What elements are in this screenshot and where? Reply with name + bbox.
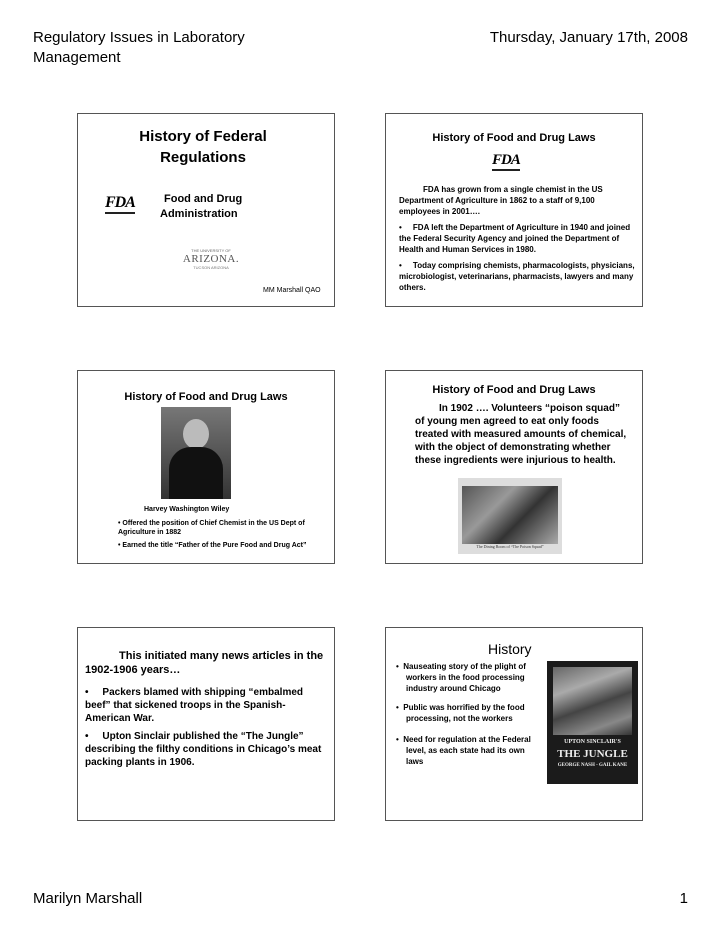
slide-5-bullets: [85, 686, 325, 769]
fda-logo-icon: FDA: [492, 152, 520, 171]
slide-6-bullets: [396, 661, 544, 767]
slide-1-credit: MM Marshall QAO: [263, 287, 321, 294]
course-title-line2: Management: [33, 49, 121, 66]
slide-6: [385, 627, 643, 821]
jungle-poster-image: [547, 661, 638, 784]
course-title: [33, 28, 245, 68]
fda-logo-icon: FDA: [105, 194, 135, 214]
course-title-line1: Regulatory Issues in Laboratory: [33, 29, 245, 46]
dining-room-image: [462, 486, 558, 544]
wiley-portrait-image: [161, 407, 231, 499]
footer-author: Marilyn Marshall: [33, 890, 143, 907]
page-number: 1: [679, 890, 688, 907]
header-date: Thursday, January 17th, 2008: [489, 29, 688, 46]
slide-5-bullet-2: • Upton Sinclair published the “The Jungle” describing the filthy conditions in Chicago’s meat packing plants in 1906.: [85, 731, 322, 768]
slide-5: [77, 627, 335, 821]
slide-1-title: History of Federal Regulations: [139, 128, 267, 166]
slide-2-para-2: • FDA left the Department of Agriculture in 1940 and joined the Federal Security Agency and joined the Department of Health and Human Services in 1980.: [399, 223, 631, 254]
university-logo-icon: THE UNIVERSITY OF ARIZONA. TUCSON ARIZONA: [182, 248, 240, 270]
slide-2-para-1: FDA has grown from a single chemist in the US Department of Agriculture in 1862 to a staff of 9,100 employees in 2001….: [399, 185, 603, 216]
slide-6-title: History: [488, 641, 532, 657]
slide-3-bullet-1: • Offered the position of Chief Chemist in the US Dept of Agriculture in 1882: [118, 520, 305, 536]
portrait-caption: Harvey Washington Wiley: [144, 506, 230, 513]
poison-squad-photo: [458, 478, 562, 554]
poster-text: UPTON SINCLAIR'S THE JUNGLE GEORGE NASH - GAIL KANE: [557, 739, 628, 768]
slide-6-bullet-3: • Need for regulation at the Federal level, as each state had its own laws: [396, 735, 531, 766]
slide-2-title: History of Food and Drug Laws: [432, 132, 596, 144]
slide-4: [385, 370, 643, 564]
slide-5-bullet-1: • Packers blamed with shipping “embalmed beef” that sickened troops in the Spanish-American War.: [85, 687, 304, 724]
slide-3: [77, 370, 335, 564]
slide-3-bullet-2: • Earned the title “Father of the Pure Food and Drug Act”: [118, 542, 307, 549]
slide-4-title: History of Food and Drug Laws: [432, 384, 596, 396]
slide-4-body: In 1902 …. Volunteers “poison squad” of young men agreed to eat only foods treated with measured amounts of chemical, with the object of demonstrating whether these ingredients were injurious to health.: [415, 403, 627, 466]
slide-6-bullet-1: • Nauseating story of the plight of workers in the food processing industry around Chicago: [396, 662, 526, 693]
photo-caption: The Dining Room of “The Poison Squad”: [476, 544, 544, 549]
slide-3-title: History of Food and Drug Laws: [124, 391, 288, 403]
slide-2-para-3: • Today comprising chemists, pharmacologists, physicians, microbiologist, veterinarians, pharmacists, lawyers and many others.: [399, 261, 635, 292]
slide-2-body: [399, 184, 635, 293]
slide-6-bullet-2: • Public was horrified by the food processing, not the workers: [396, 703, 525, 723]
portrait-face-icon: [183, 419, 209, 449]
slide-3-bullets: [118, 519, 318, 550]
slide-1-subtitle: Food and Drug Administration: [160, 193, 243, 220]
portrait-body-icon: [169, 447, 223, 499]
poster-figure-icon: [553, 667, 632, 735]
slide-5-intro: This initiated many news articles in the 1902-1906 years…: [85, 650, 324, 676]
slide-1: [77, 113, 335, 307]
slide-2: [385, 113, 643, 307]
